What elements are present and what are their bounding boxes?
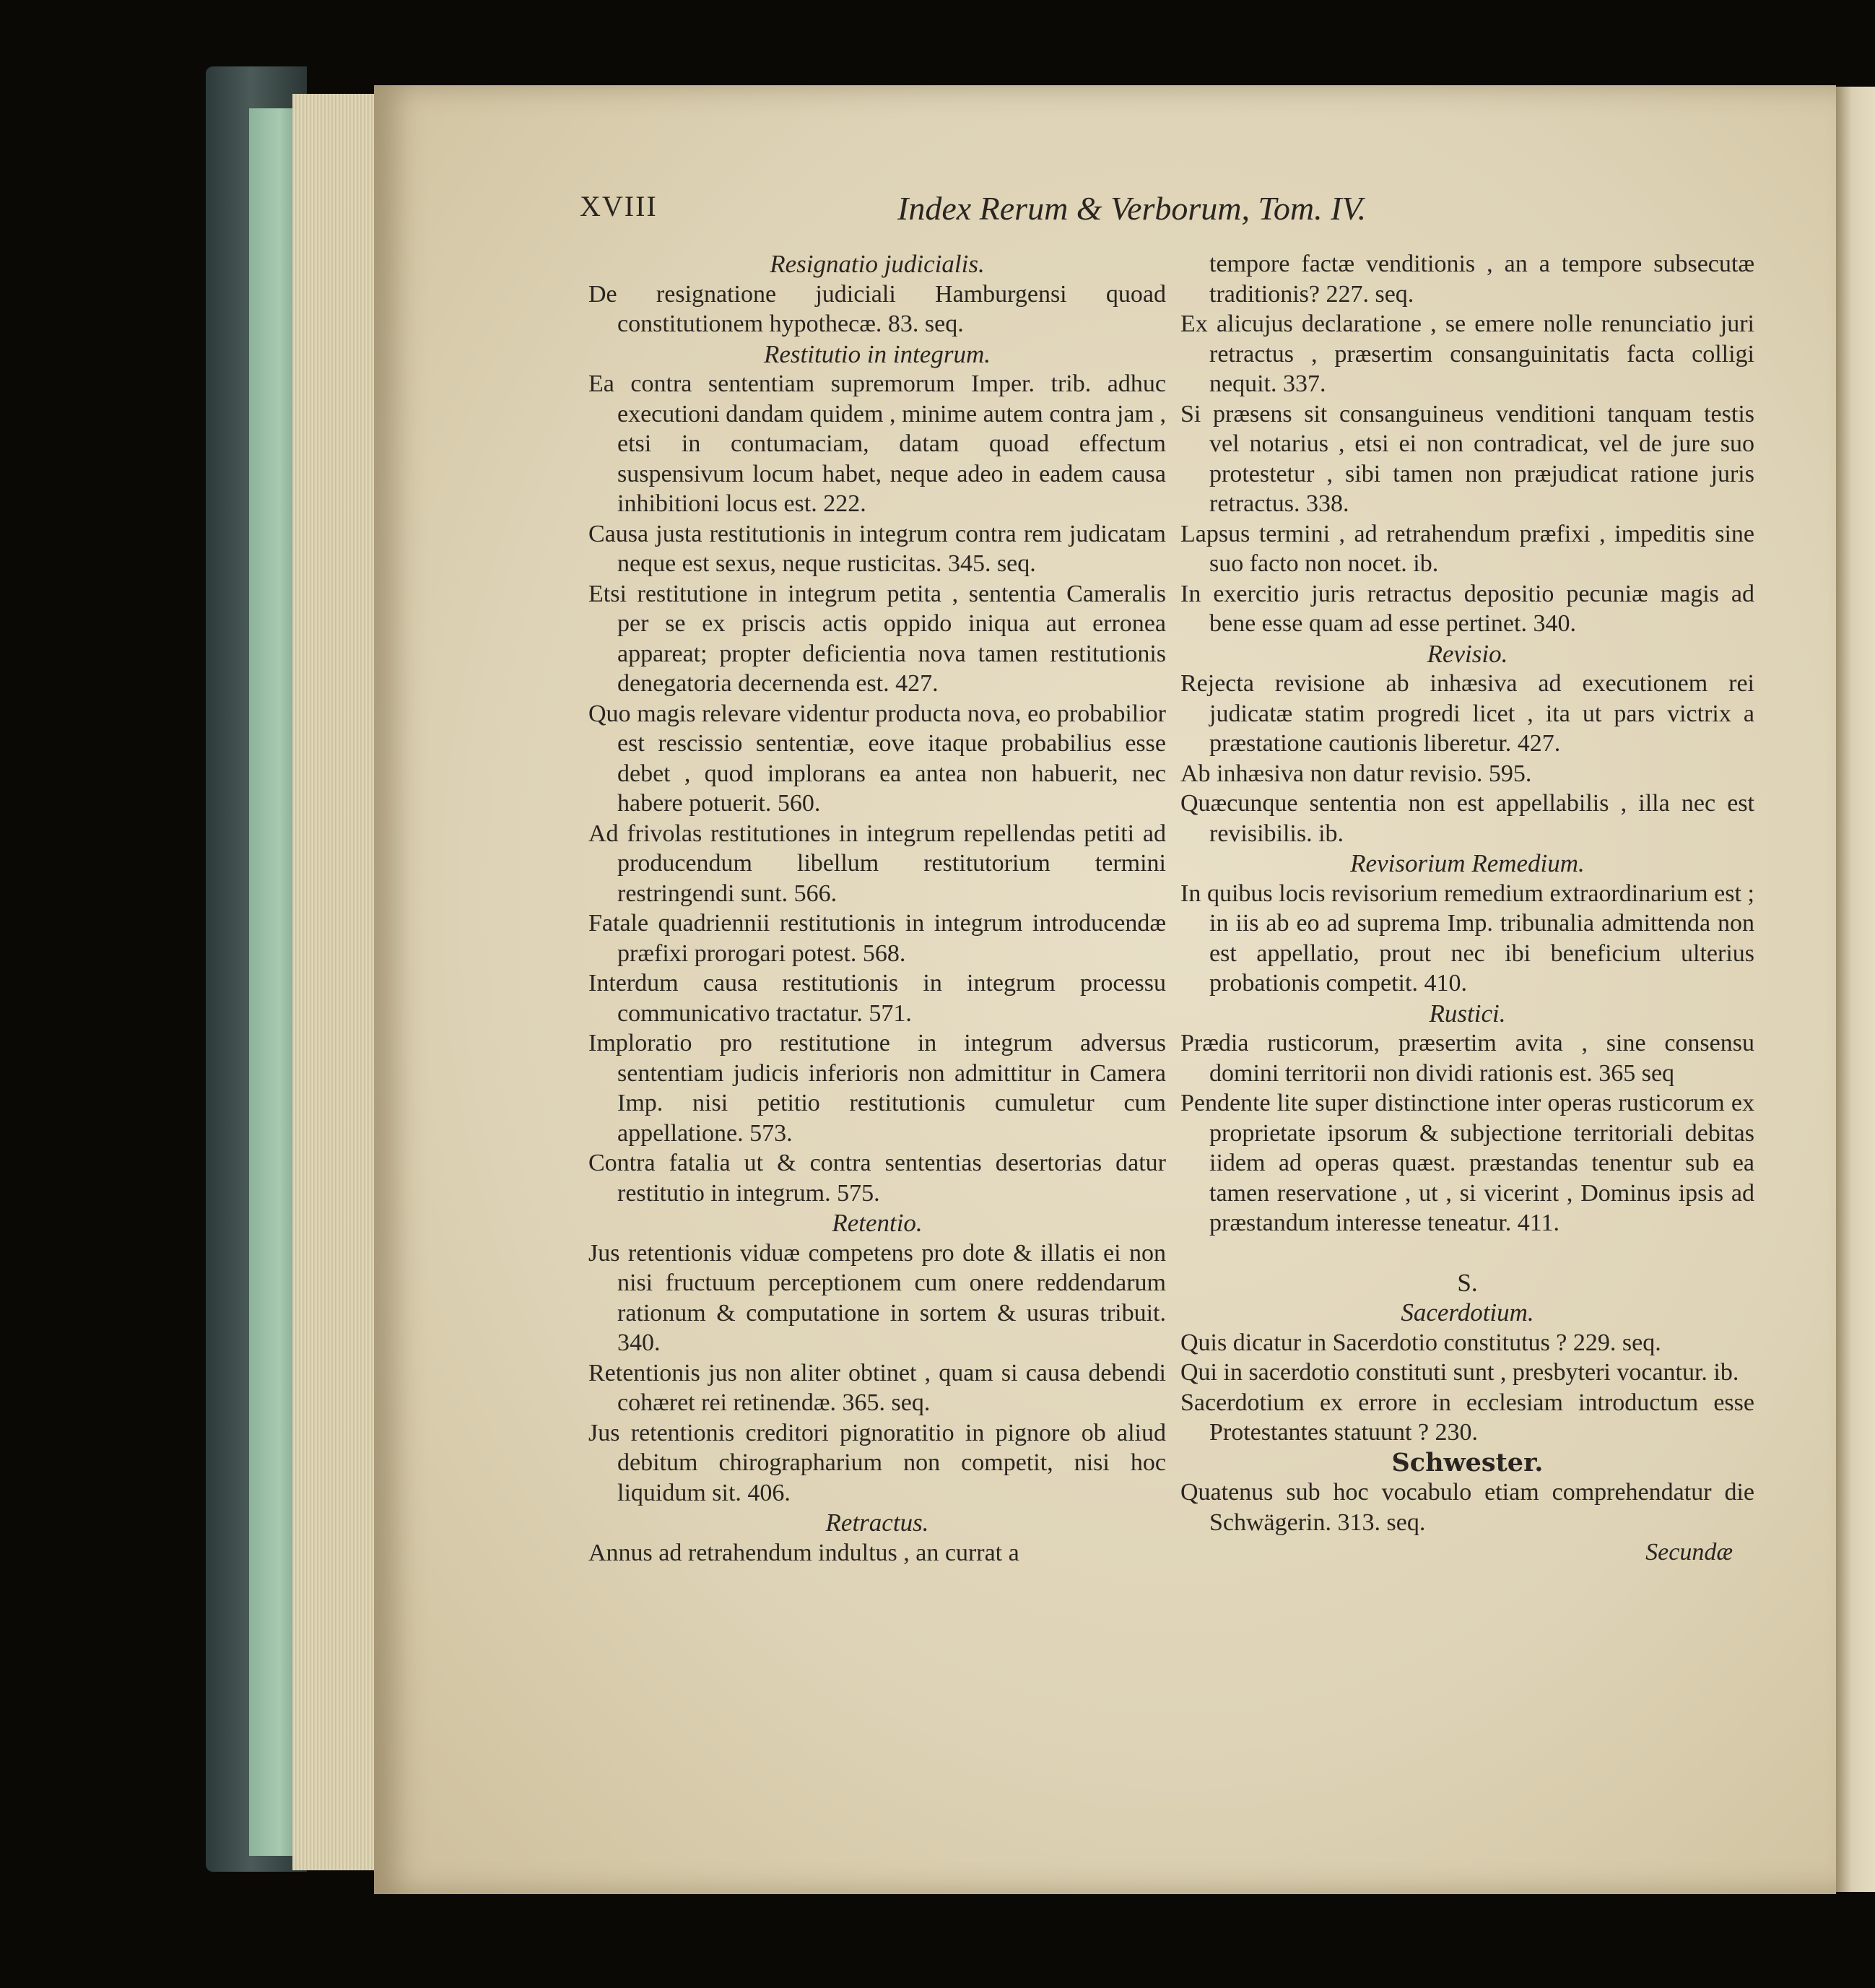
section-heading: Retentio.	[832, 1209, 923, 1237]
index-entry: Jus retentionis creditori pignoratitio in pignore ob aliud debitum chirographarium non competit, nisi hoc liquidum sit. 406.	[588, 1419, 1166, 1506]
index-entry: Si præsens sit consanguineus venditioni tanquam testis vel notarius , etsi ei non contradicat, vel de jure suo protestetur , sibi tamen non præjudicat ratione juris retractus. 338.	[1180, 400, 1754, 517]
page-number: XVIII	[580, 190, 658, 222]
section-heading: Schwester.	[1391, 1447, 1544, 1477]
index-entry: Ea contra sententiam supremorum Imper. trib. adhuc executioni dandam quidem , minime autem contra jam , etsi in contumaciam, datam quoad effectum suspensivum locum habet, neque adeo in eadem causa inhibitioni locus est. 222.	[588, 370, 1166, 517]
index-entry: Pendente lite super distinctione inter operas rusticorum ex proprietate ipsorum & subjectione territoriali debitas iidem ad operas quæst. præstandas tenentur sub ea tamen reservatione , ut , si vicerint , Dominus ipsis ad præstandum interesse teneatur. 411.	[1180, 1090, 1754, 1236]
facing-page-edge	[1836, 87, 1875, 1892]
index-entry: Lapsus termini , ad retrahendum præfixi , impeditis sine suo facto non nocet. ib.	[1180, 520, 1754, 577]
page-title: Index Rerum & Verborum, Tom. IV.	[897, 190, 1367, 227]
index-entry: Contra fatalia ut & contra sententias desertorias datur restitutio in integrum. 575.	[588, 1150, 1166, 1207]
catchword: Secundæ	[1645, 1539, 1733, 1566]
index-entry: De resignatione judiciali Hamburgensi quoad constitutionem hypothecæ. 83. seq.	[588, 280, 1166, 337]
index-entry: Causa justa restitutionis in integrum contra rem judicatam neque est sexus, neque rusticitas. 345. seq.	[588, 520, 1166, 577]
index-entry: Quæcunque sententia non est appellabilis , illa nec est revisibilis. ib.	[1180, 790, 1754, 847]
index-entry: Ab inhæsiva non datur revisio. 595.	[1180, 760, 1532, 787]
page-edges	[292, 94, 379, 1870]
index-entry: Ad frivolas restitutiones in integrum repellendas petiti ad producendum libellum restitutorium termini restringendi sunt. 566.	[588, 820, 1166, 907]
index-entry: Prædia rusticorum, præsertim avita , sine consensu domini territorii non dividi rationis est. 365 seq	[1180, 1030, 1754, 1087]
index-entry: Rejecta revisione ab inhæsiva ad executionem rei judicatæ statim progredi licet , ita ut pars victrix a præstatione cautionis liberetur. 427.	[1180, 670, 1754, 757]
section-heading: Revisorium Remedium.	[1350, 849, 1585, 877]
index-entry: Fatale quadriennii restitutionis in integrum introducendæ præfixi prorogari potest. 568.	[588, 910, 1166, 967]
index-entry: Etsi restitutione in integrum petita , sententia Cameralis per se ex priscis actis oppido iniqua aut erronea appareat; propter deficientia nova tamen restitutionis denegatoria decernenda est. 427.	[588, 580, 1166, 697]
index-entry: Retentionis jus non aliter obtinet , quam si causa debendi cohæret rei retinendæ. 365. seq.	[588, 1359, 1166, 1416]
index-entry: In quibus locis revisorium remedium extraordinarium est ; in iis ab eo ad suprema Imp. tribunalia admittenda non est appellatio, prout nec ibi beneficium ulterius probationis competit. 410.	[1180, 880, 1754, 997]
index-entry: Sacerdotium ex errore in ecclesiam introductum esse Protestantes statuunt ? 230.	[1180, 1389, 1754, 1446]
index-entry: Imploratio pro restitutione in integrum adversus sententiam judicis inferioris non admittitur in Camera Imp. nisi petitio restitutionis cumuletur cum appellatione. 573.	[588, 1030, 1166, 1147]
section-heading: Resignatio judicialis.	[770, 250, 985, 278]
right-column	[1180, 249, 1754, 1568]
index-entry: In exercitio juris retractus depositio pecuniæ magis ad bene esse quam ad esse pertinet. 340.	[1180, 580, 1754, 637]
index-entry: Annus ad retrahendum indultus , an currat a	[588, 1539, 1019, 1566]
section-heading: Restitutio in integrum.	[763, 339, 991, 368]
section-heading: Revisio.	[1427, 639, 1508, 668]
index-entry: Qui in sacerdotio constituti sunt , presbyteri vocantur. ib.	[1180, 1359, 1739, 1386]
index-entry: Interdum causa restitutionis in integrum processu communicativo tractatur. 571.	[588, 970, 1166, 1027]
running-head	[580, 189, 1749, 233]
section-heading: Sacerdotium.	[1401, 1298, 1534, 1327]
index-entry: Jus retentionis viduæ competens pro dote & illatis ei non nisi fructuum perceptionem cum onere reddendarum rationum & computatione in sortem & usuras tribuit. 340.	[588, 1239, 1166, 1356]
entry-continuation: tempore factæ venditionis , an a tempore subsecutæ traditionis? 227. seq.	[1209, 251, 1754, 308]
index-entry: Quatenus sub hoc vocabulo etiam comprehendatur die Schwägerin. 313. seq.	[1180, 1479, 1754, 1536]
index-entry: Quis dicatur in Sacerdotio constitutus ? 229. seq.	[1180, 1329, 1661, 1356]
section-heading: Retractus.	[825, 1509, 929, 1537]
spacer	[1180, 1238, 1754, 1268]
left-column	[588, 249, 1166, 1568]
section-heading: Rustici.	[1429, 999, 1506, 1028]
letter-heading: S.	[1457, 1268, 1478, 1297]
index-entry: Quo magis relevare videntur producta nova, eo probabilior est rescissio sententiæ, eove itaque probabilius esse debet , quod implorans ea antea non habuerit, nec habere potuerit. 560.	[588, 700, 1166, 817]
index-entry: Ex alicujus declaratione , se emere nolle renunciatio juri retractus , præsertim consanguinitatis facta colligi nequit. 337.	[1180, 311, 1754, 397]
